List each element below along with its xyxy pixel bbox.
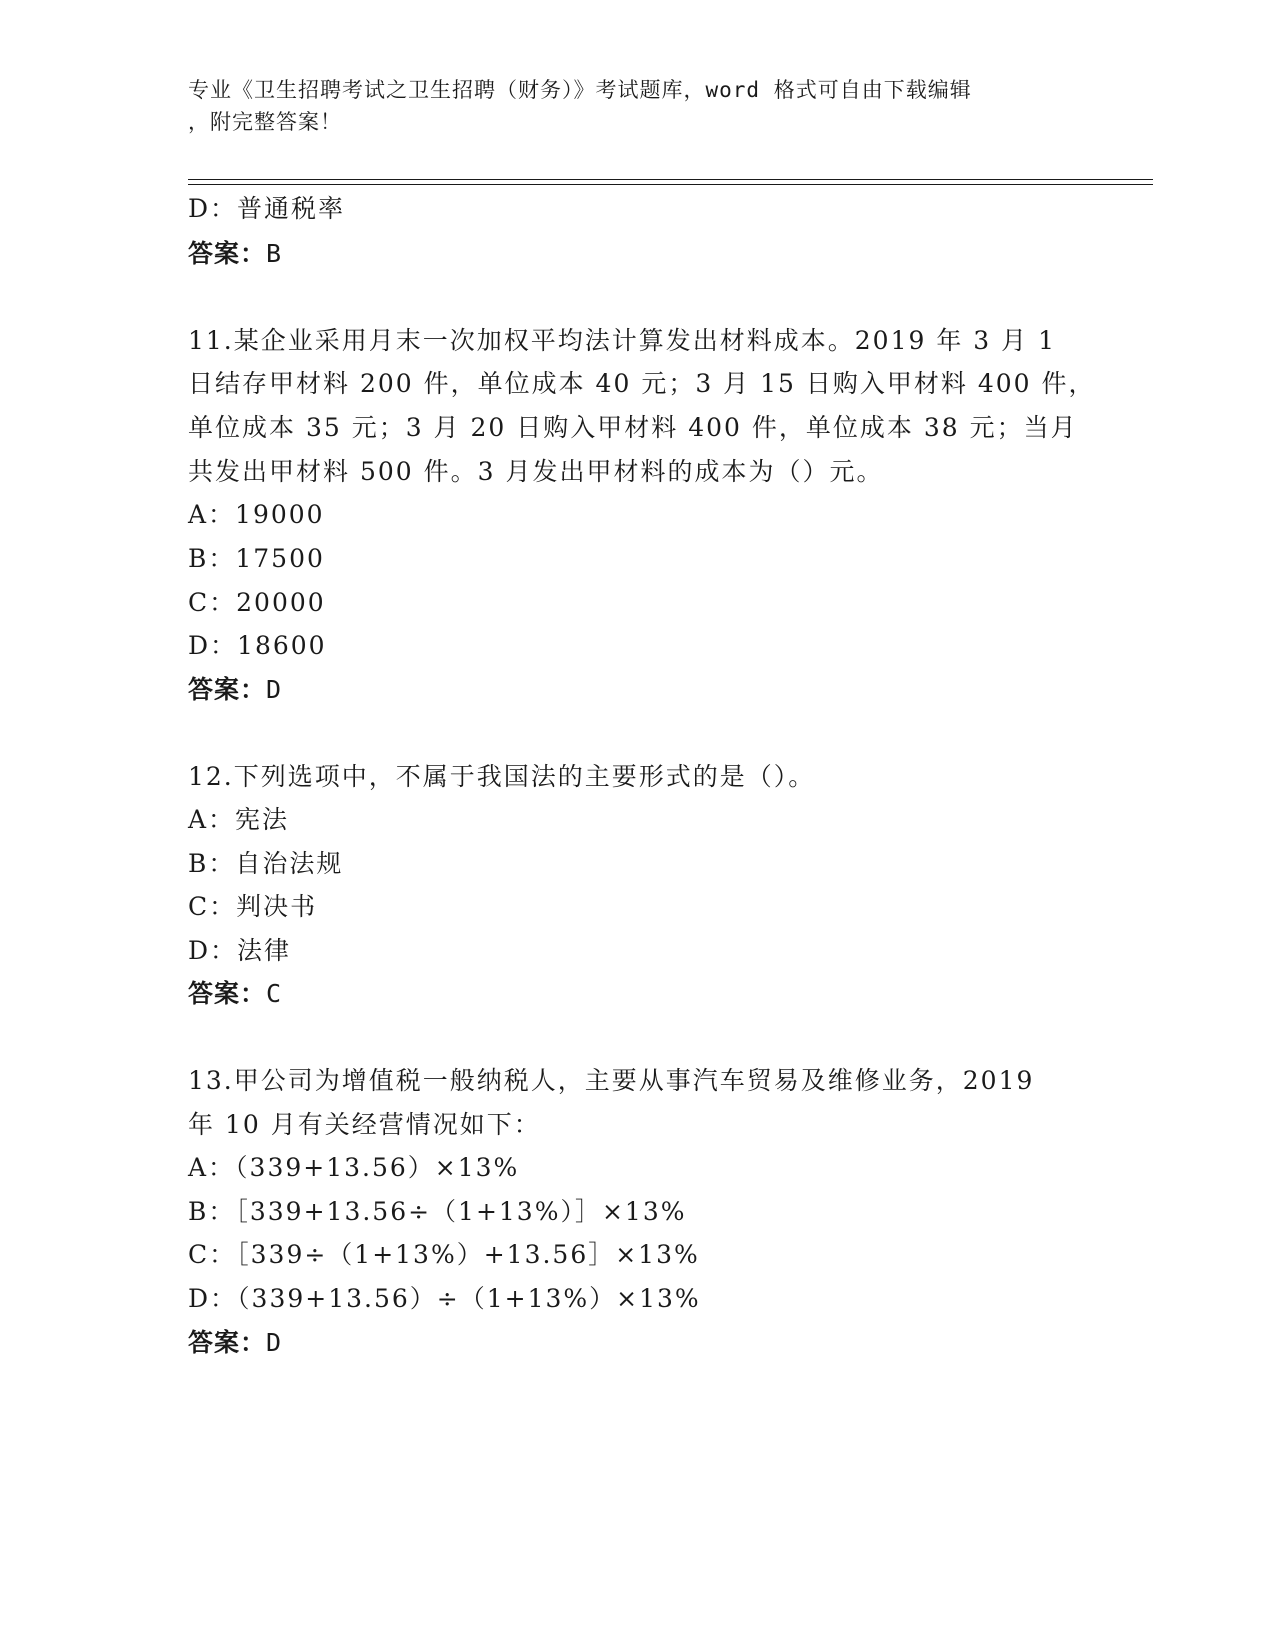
q11-option-c: C：20000 — [188, 588, 326, 617]
q12-answer — [188, 977, 281, 1011]
q10-option-d: D：普通税率 — [188, 194, 346, 223]
header-title-line2: ，附完整答案！ — [188, 110, 342, 134]
q13-answer — [188, 1326, 281, 1360]
q12-stem: 12.下列选项中，不属于我国法的主要形式的是（）。 — [188, 762, 816, 791]
q11-stem-line-1: 11.某企业采用月末一次加权平均法计算发出材料成本。2019 年 3 月 1 — [188, 326, 1056, 355]
q11-option-d: D：18600 — [188, 631, 327, 660]
q11-stem-line-4: 共发出甲材料 500 件。3 月发出甲材料的成本为（）元。 — [188, 457, 884, 486]
q10-answer-label: 答案： — [188, 239, 267, 268]
q11-answer-value: D — [266, 675, 282, 704]
q12-answer-label: 答案： — [188, 979, 267, 1008]
header-title-line1: 专业《卫生招聘考试之卫生招聘（财务）》考试题库，word 格式可自由下载编辑 — [188, 78, 972, 102]
q12-option-c: C：判决书 — [188, 892, 318, 921]
q13-option-d: D：（339+13.56）÷（1+13%）×13% — [188, 1284, 701, 1313]
q12-option-a: A：宪法 — [188, 805, 290, 834]
q12-option-d: D：法律 — [188, 936, 292, 965]
q13-option-b: B：［339+13.56÷（1+13%）］×13% — [188, 1197, 687, 1226]
q10-answer-value: B — [266, 239, 282, 268]
q13-option-c: C：［339÷（1+13%）+13.56］×13% — [188, 1240, 700, 1269]
q12-option-b: B：自治法规 — [188, 849, 344, 878]
q11-stem-line-2: 日结存甲材料 200 件，单位成本 40 元；3 月 15 日购入甲材料 400 件， — [188, 369, 1096, 398]
q11-answer — [188, 673, 281, 707]
q11-stem-line-3: 单位成本 35 元；3 月 20 日购入甲材料 400 件，单位成本 38 元；当月 — [188, 413, 1078, 442]
q13-stem-line-2: 年 10 月有关经营情况如下： — [188, 1110, 541, 1139]
q13-option-a: A：（339+13.56）×13% — [188, 1153, 520, 1182]
document-header — [188, 74, 1088, 138]
q13-stem-line-1: 13.甲公司为增值税一般纳税人，主要从事汽车贸易及维修业务，2019 — [188, 1066, 1035, 1095]
q11-option-b: B：17500 — [188, 544, 325, 573]
q13-answer-value: D — [266, 1328, 282, 1357]
q13-answer-label: 答案： — [188, 1328, 267, 1357]
header-divider-top — [188, 179, 1153, 180]
q10-answer — [188, 237, 281, 271]
q11-option-a: A：19000 — [188, 500, 325, 529]
q11-answer-label: 答案： — [188, 675, 267, 704]
q12-answer-value: C — [266, 979, 282, 1008]
header-divider-bottom — [188, 184, 1153, 185]
